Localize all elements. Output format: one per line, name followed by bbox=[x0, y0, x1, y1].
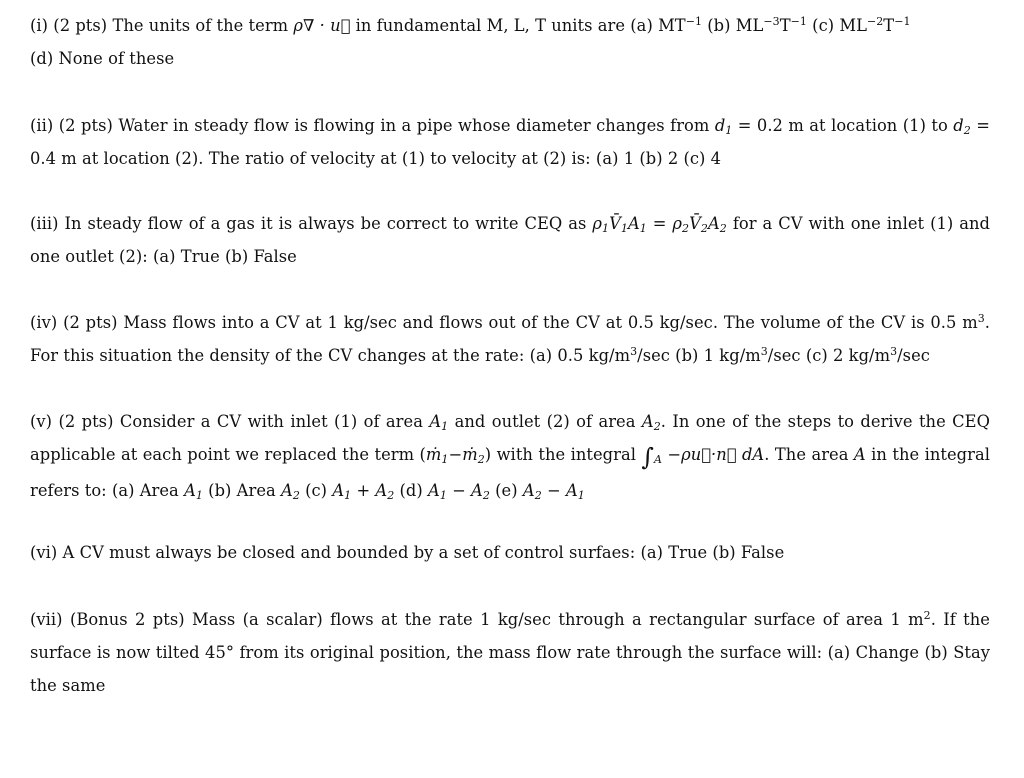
question-text: (b) Area bbox=[208, 481, 276, 500]
math-mdot-diff: ṁ$_1$−ṁ$_2$ bbox=[425, 445, 485, 466]
question-text: and outlet (2) of area bbox=[454, 412, 636, 431]
option-d: (d) None of these bbox=[30, 49, 175, 68]
question-points: (2 pts) bbox=[53, 16, 108, 35]
question-text: . In one of the steps to derive the CEQ applicable at each point we replaced the term ( bbox=[30, 412, 990, 464]
math-integral: $\int_A$ −ρu⃗·n⃗ dA bbox=[641, 443, 765, 471]
option-c: (c) $ML^{-2}T^{-1}$ bbox=[812, 15, 911, 35]
question-vi bbox=[30, 536, 990, 569]
question-text: The units of the term bbox=[112, 16, 289, 35]
math-option-a: $A_1$ bbox=[184, 481, 203, 502]
question-text: . For this situation the density of the CV changes at the rate: (a) 0.5 kg/m bbox=[30, 313, 990, 365]
question-i bbox=[30, 9, 990, 75]
question-text: Mass (a scalar) flows at the rate 1 kg/sec through a rectangular surface of area 1 m bbox=[192, 610, 924, 629]
question-text: Consider a CV with inlet (1) of area bbox=[119, 412, 423, 431]
question-label: (iii) bbox=[30, 214, 59, 233]
question-text: in the integral refers to: (a) Area bbox=[30, 445, 990, 500]
question-iv bbox=[30, 306, 990, 372]
question-label: (vi) bbox=[30, 543, 58, 562]
exponent: 3 bbox=[630, 345, 638, 358]
question-text: A CV must always be closed and bounded by a set of control surfaes: (a) True (b) False bbox=[62, 543, 785, 562]
question-text: = 0.4 m at location (2). The ratio of velocity at (1) to velocity at (2) is: (a) 1 (b) 2 (c) 4 bbox=[30, 116, 990, 168]
exponent: 3 bbox=[760, 345, 768, 358]
question-text: Water in steady flow is flowing in a pipe whose diameter changes from bbox=[118, 116, 710, 135]
math-A: A bbox=[853, 445, 866, 464]
math-option-c: $A_1 + A_2$ bbox=[332, 481, 395, 502]
question-text: In steady flow of a gas it is always be correct to write CEQ as bbox=[64, 214, 587, 233]
question-points: (2 pts) bbox=[58, 116, 113, 135]
math-d1: $d_1$ bbox=[714, 116, 733, 137]
question-label: (iv) bbox=[30, 313, 58, 332]
option-a: (a) $MT^{-1}$ bbox=[630, 15, 703, 35]
question-text: for a CV with one inlet (1) and one outlet (2): (a) True (b) False bbox=[30, 214, 990, 266]
question-text: . The area bbox=[764, 445, 849, 464]
exponent: 3 bbox=[977, 312, 985, 325]
exponent: 3 bbox=[890, 345, 898, 358]
math-d2: $d_2$ bbox=[953, 116, 971, 137]
math-option-d: $A_1 - A_2$ bbox=[428, 481, 490, 502]
question-text: ) with the integral bbox=[484, 445, 636, 464]
question-label: (i) bbox=[30, 16, 49, 35]
question-label: (vii) bbox=[30, 610, 63, 629]
option-b: (b) $ML^{-3}T^{-1}$ bbox=[707, 15, 807, 35]
question-text: /sec (b) 1 kg/m bbox=[637, 346, 761, 365]
math-ceq: $\rho_1V̄_1A_1$ = $\rho_2V̄_2A_2$ bbox=[592, 214, 727, 235]
question-v bbox=[30, 405, 990, 507]
question-text: /sec (c) 2 kg/m bbox=[767, 346, 891, 365]
math-option-e: $A_2 - A_1$ bbox=[522, 481, 585, 502]
question-text: (d) bbox=[399, 481, 423, 500]
math-option-b: $A_2$ bbox=[281, 481, 300, 502]
question-ii bbox=[30, 109, 990, 175]
question-text: (c) bbox=[305, 481, 328, 500]
question-text: in fundamental M, L, T units are bbox=[355, 16, 626, 35]
question-points: (Bonus 2 pts) bbox=[69, 610, 185, 629]
question-label: (ii) bbox=[30, 116, 54, 135]
question-text: /sec bbox=[897, 346, 930, 365]
question-points: (2 pts) bbox=[58, 412, 114, 431]
question-text: . If the surface is now tilted 45° from its original position, the mass flow rate through the surface will: (a) Change (b) Stay the same bbox=[30, 610, 990, 695]
question-vii bbox=[30, 603, 990, 702]
question-label: (v) bbox=[30, 412, 53, 431]
math-term: ρ∇ · u⃗ bbox=[293, 16, 351, 35]
question-text: (e) bbox=[495, 481, 518, 500]
question-text: = 0.2 m at location (1) to bbox=[737, 116, 948, 135]
math-A1: $A_1$ bbox=[429, 412, 449, 433]
question-points: (2 pts) bbox=[63, 313, 118, 332]
exponent: 2 bbox=[923, 609, 931, 622]
question-text: Mass flows into a CV at 1 kg/sec and flows out of the CV at 0.5 kg/sec. The volume of the CV is 0.5 m bbox=[123, 313, 978, 332]
math-A2: $A_2$ bbox=[641, 412, 661, 433]
question-iii bbox=[30, 207, 990, 273]
